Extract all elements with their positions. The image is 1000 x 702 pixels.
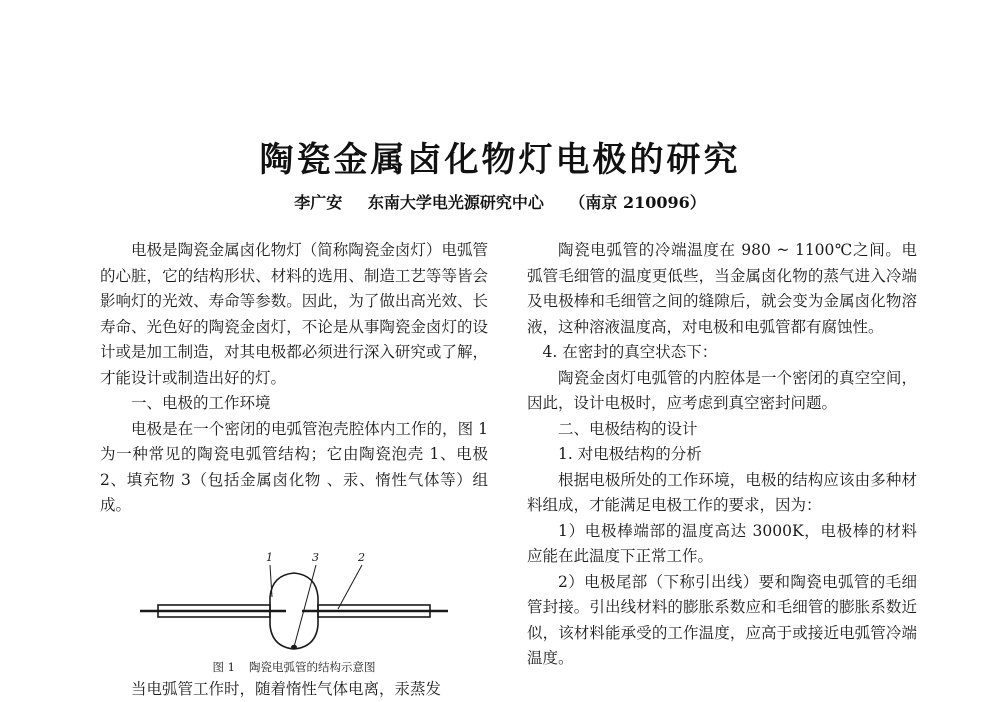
left-column [100, 238, 488, 702]
cold-end-paragraph: 陶瓷电弧管的冷端温度在 980 ~ 1100℃之间。电弧管毛细管的温度更低些，当金属卤化物的蒸气进入冷端及电极棒和毛细管之间的缝隙后，就会变为金属卤化物溶液，这种溶液温度高，对电极和电弧管都有腐蚀性。 [527, 238, 917, 340]
caption-number: 图 1 [213, 660, 235, 674]
affiliation: 东南大学电光源研究中心 [368, 193, 544, 212]
byline [0, 190, 1000, 213]
section1-paragraph: 电极是在一个密闭的电弧管泡壳腔体内工作的，图 1 为一种常见的陶瓷电弧管结构；它由陶瓷泡壳 1、电极 2、填充物 3（包括金属卤化物 、汞、惰性气体等）组成。 [100, 417, 488, 519]
author-name: 李广安 [294, 193, 342, 212]
intro-paragraph: 电极是陶瓷金属卤化物灯（简称陶瓷金卤灯）电弧管的心脏，它的结构形状、材料的选用、制造工艺等等皆会影响灯的光效、寿命等参数。因此，为了做出高光效、长寿命、光色好的陶瓷金卤灯，不论是从事陶瓷金卤灯的设计或是加工制造，对其电极都必须进行深入研究或了解，才能设计或制造出好的灯。 [100, 238, 488, 391]
requirement-1: 1）电极棒端部的温度高达 3000K，电极棒的材料应能在此温度下正常工作。 [527, 519, 917, 570]
figure-1 [100, 535, 488, 667]
section-heading-2: 二、电极结构的设计 [527, 417, 917, 443]
subsection-1-heading: 1. 对电极结构的分析 [527, 442, 917, 468]
right-column [527, 238, 917, 672]
caption-text: 陶瓷电弧管的结构示意图 [249, 660, 376, 674]
paper-title: 陶瓷金属卤化物灯电极的研究 [0, 132, 1000, 181]
label-3: 3 [312, 551, 319, 564]
arc-tube-diagram [100, 535, 488, 653]
partial-paragraph: 当电弧管工作时，随着惰性气体电离，汞蒸发 [100, 677, 488, 702]
item-4-paragraph: 陶瓷金卤灯电弧管的内腔体是一个密闭的真空空间，因此，设计电极时，应考虑到真空密封问题。 [527, 366, 917, 417]
label-2: 2 [357, 551, 365, 564]
leader-2 [338, 565, 362, 609]
leader-3 [294, 565, 316, 647]
requirement-2: 2）电极尾部（下称引出线）要和陶瓷电弧管的毛细管封接。引出线材料的膨胀系数应和毛细管的膨胀系数近似，该材料能承受的工作温度，应高于或接近电弧管冷端温度。 [527, 570, 917, 672]
label-1: 1 [266, 551, 273, 564]
section-heading-1: 一、电极的工作环境 [100, 391, 488, 417]
location: （南京 210096） [569, 193, 705, 212]
figure-caption [100, 655, 488, 681]
item-4-heading: 4. 在密封的真空状态下： [527, 340, 917, 366]
filling-dot [291, 644, 297, 648]
subsection-1-paragraph: 根据电极所处的工作环境，电极的结构应该由多种材料组成，才能满足电极工作的要求，因为： [527, 468, 917, 519]
